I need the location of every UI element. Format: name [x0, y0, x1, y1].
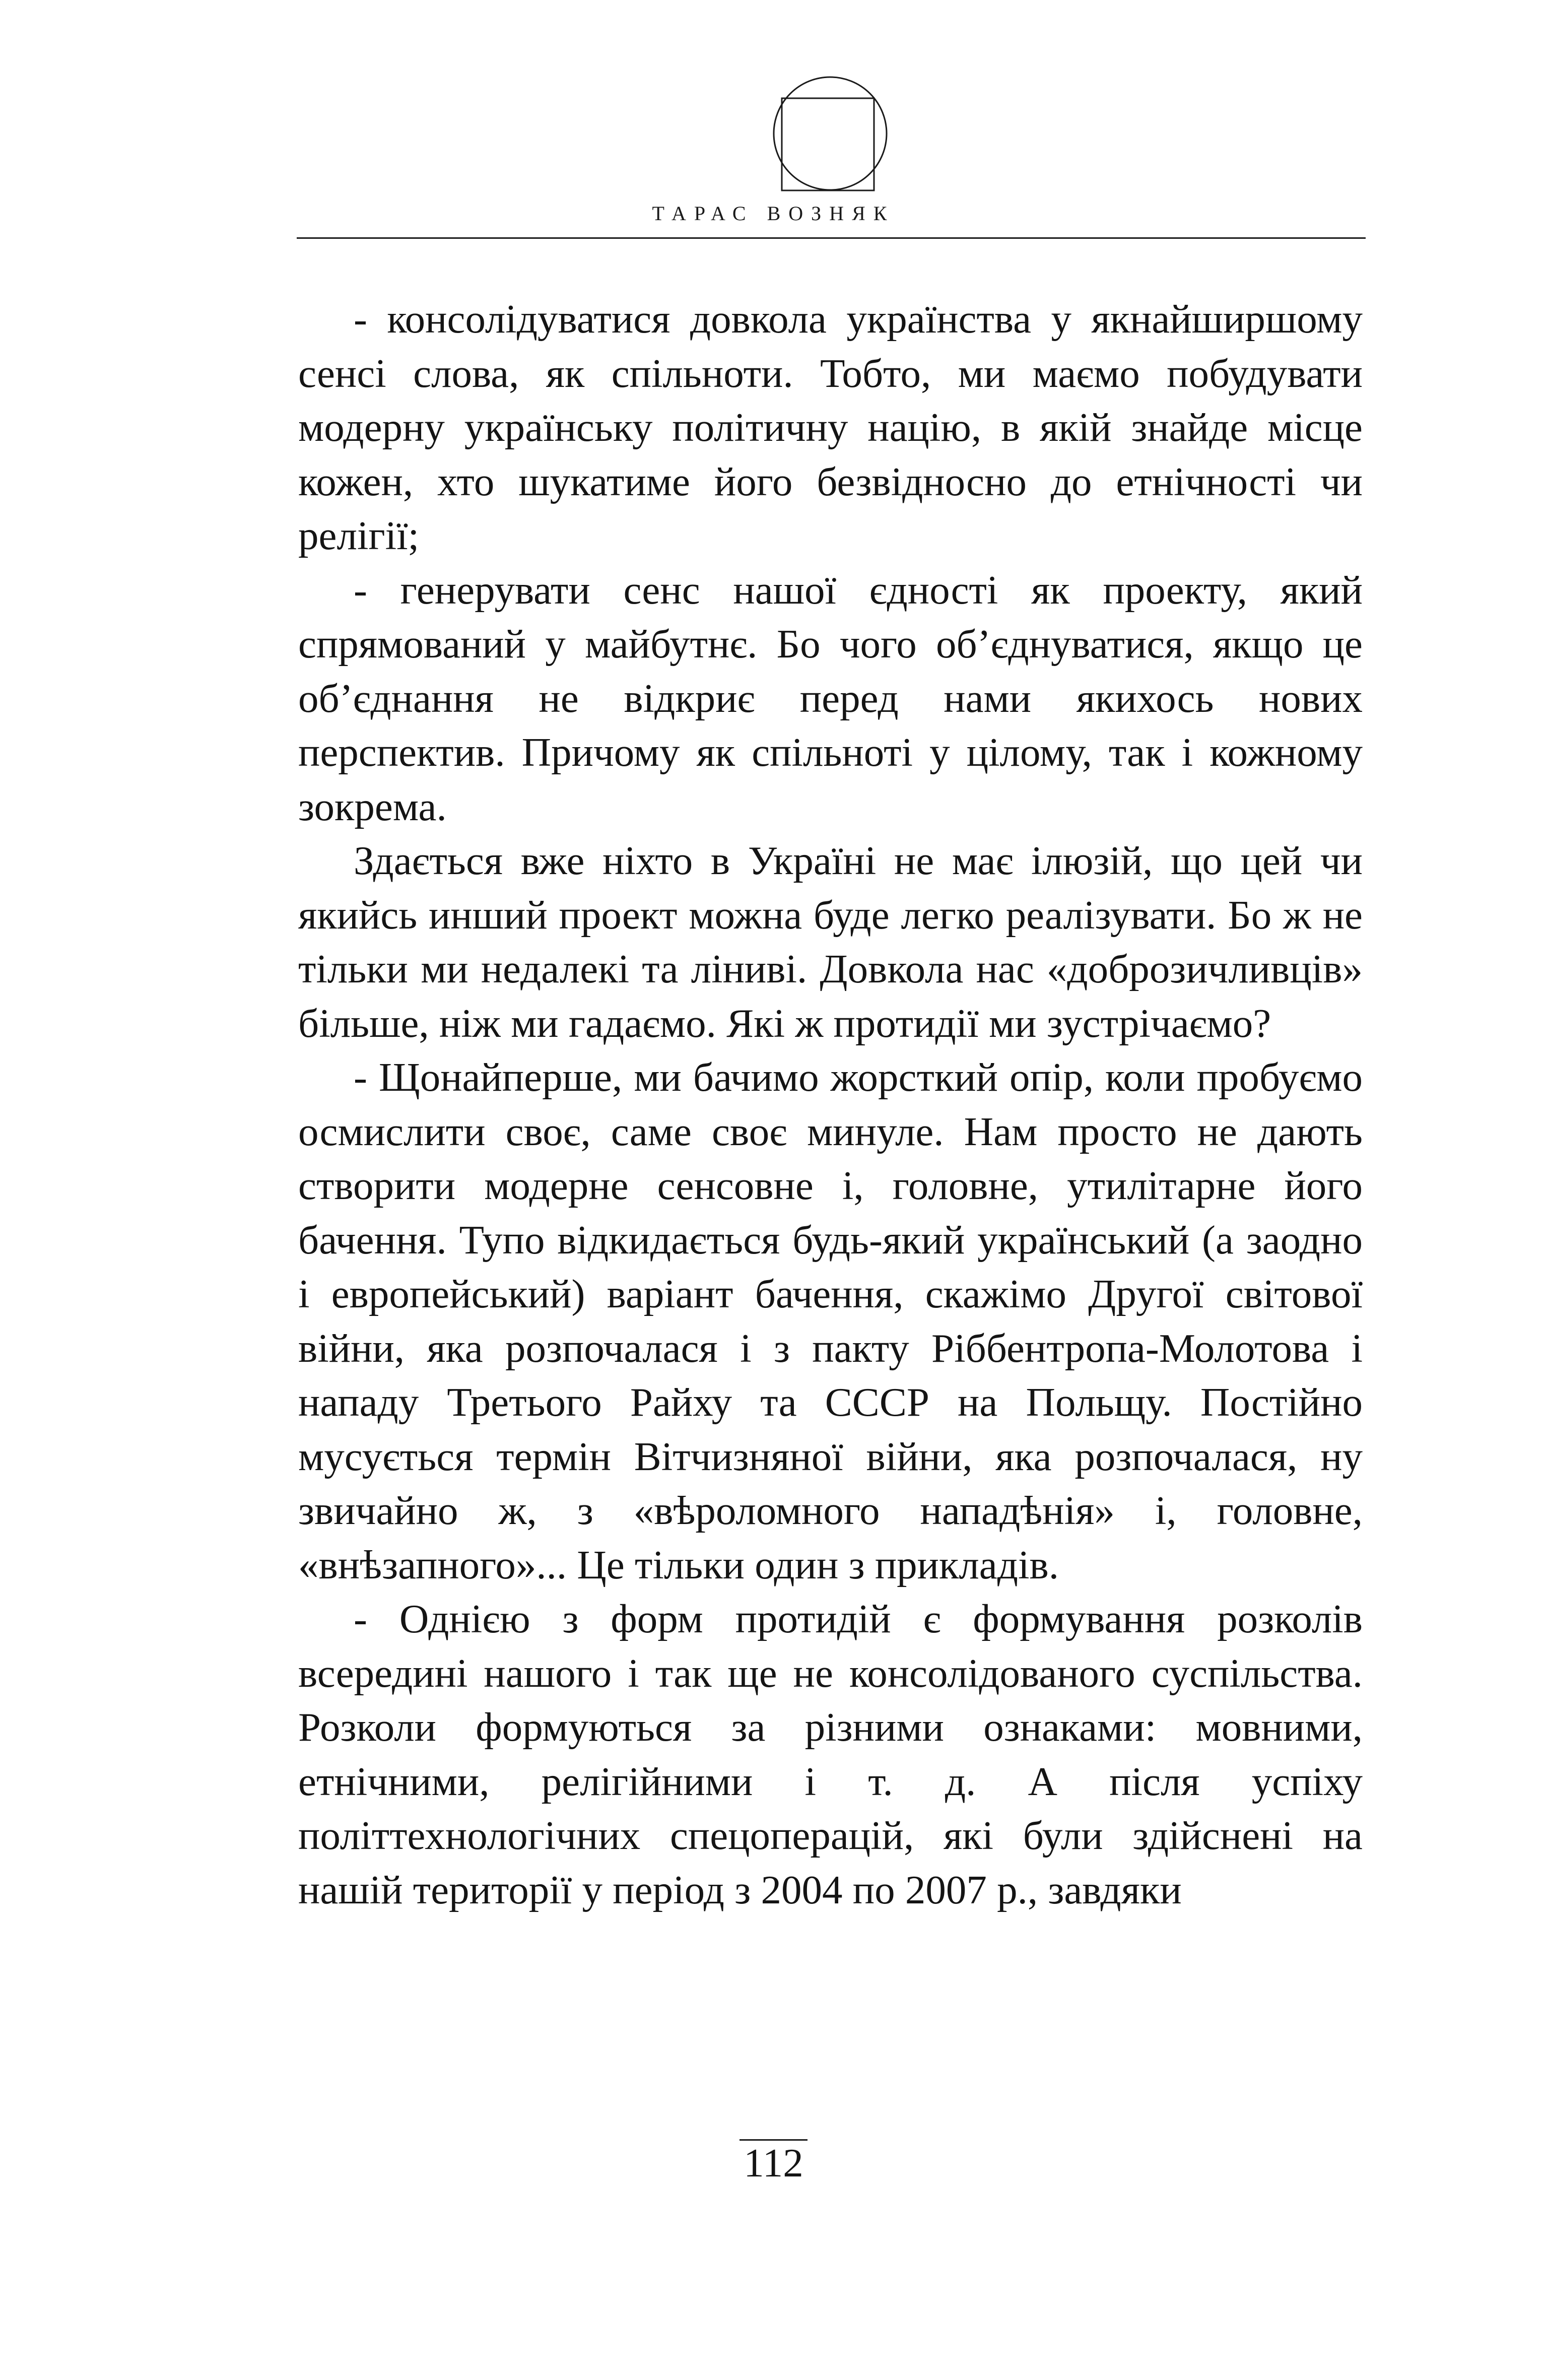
page-number: 112: [739, 2139, 808, 2184]
paragraph: - консолідуватися довкола українства у якнайширшому сенсі слова, як спільноти. Тобто, ми маємо побудувати модерну українську політичну націю, в якій знайде місце кожен, хто шукатиме його безвідносно до етнічності чи релігії;: [298, 296, 1363, 558]
body-text: [298, 292, 1363, 1917]
paragraph: - Щонайперше, ми бачимо жорсткий опір, коли пробуємо осмислити своє, саме своє минуле. Нам просто не дають створити модерне сенсовне і, головне, утилітарне його бачення. Тупо відкидається будь-який український (а заодно і европейський) варіант бачення, скажімо Другої світової війни, яка розпочалася і з пакту Ріббентропа-Молотова і нападу Третього Райху та СССР на Польщу. Постійно мусується термін Вітчизняної війни, яка розпочалася, ну звичайно ж, з «вѣроломного нападѣнія» і, головне, «внѣзапного»... Це тільки один з прикладів.: [298, 1054, 1363, 1588]
paragraph: Здається вже ніхто в Україні не має ілюзій, що цей чи якийсь инший проект можна буде легко реалізувати. Бо ж не тільки ми недалекі та ліниві. Довкола нас «доброзичливців» більше, ніж ми гадаємо. Які ж протидії ми зустрічаємо?: [298, 838, 1363, 1046]
header-rule: [297, 237, 1366, 239]
paragraph: - Однією з форм протидій є формування розколів всередині нашого і так ще не консолідованого суспільства. Розколи формуються за різними ознаками: мовними, етнічними, релігійними і т. д. А після успіху політтехнологічних спецоперацій, які були здійснені на нашій території у період з 2004 по 2007 р., завдяки: [298, 1596, 1363, 1912]
running-header-author: ТАРАС ВОЗНЯК: [652, 202, 895, 225]
circle-square-emblem-icon: [772, 76, 888, 191]
page-number-container: [0, 2139, 1547, 2184]
paragraph: - генерувати сенс нашої єдності як проекту, який спрямований у майбутнє. Бо чого об’єднуватися, якщо це об’єднання не відкриє перед нами якихось нових перспектив. Причому як спільноті у цілому, так і кожному зокрема.: [298, 567, 1363, 829]
